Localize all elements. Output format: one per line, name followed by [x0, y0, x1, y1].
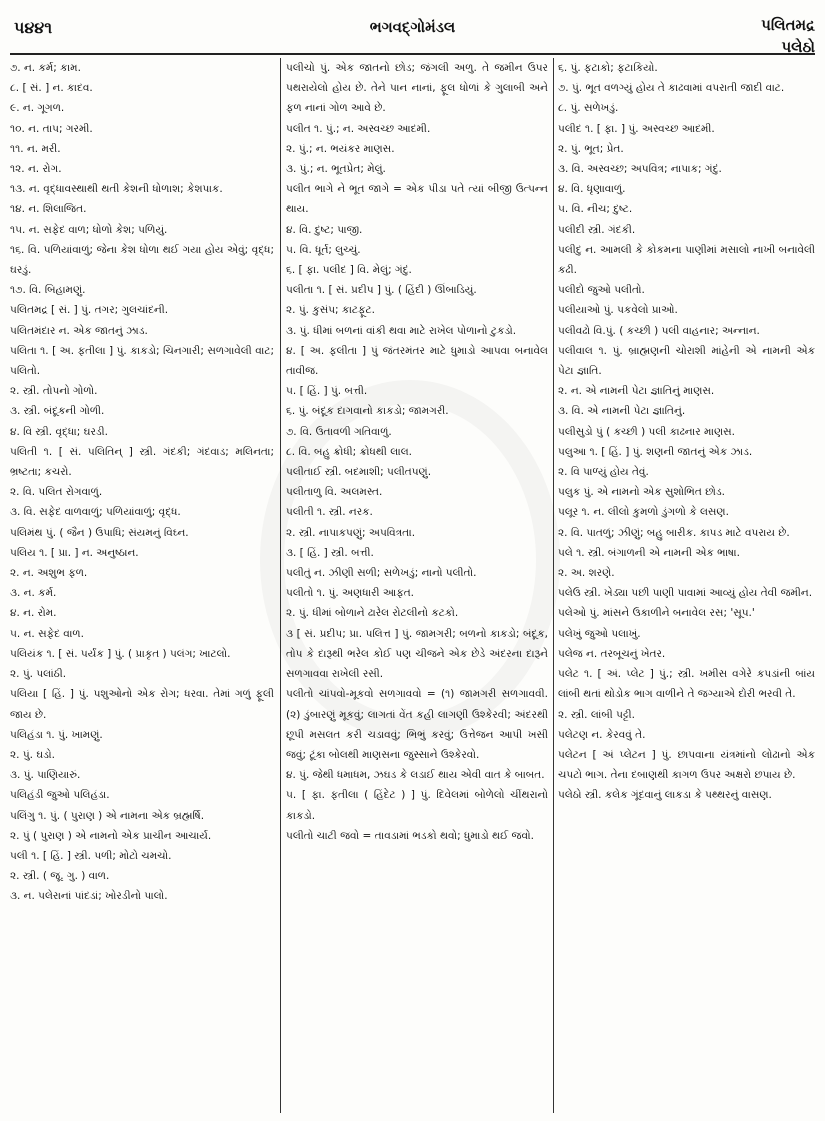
dictionary-entry: ૨. અ. શરણે.	[558, 567, 615, 580]
dictionary-entry: ૩. વિ. એ નામની પેટા જ્ઞાતિનું.	[558, 405, 686, 418]
dictionary-entry: ૩ [ સં. પ્રદીપ; પ્રા. પલિત્ત ] પું. જામગરી; બળનો કાકડો; બંદૂક, તોપ કે દારૂથી ભરેલ કોઈ પણ ચીજને એક છેડે અંદરના દારૂને સળગાવવા રાખેલી રસી.	[286, 627, 548, 681]
dictionary-entry: ૪. પું. જેથી ધમાધમ, ઝઘડ કે લડાઈ થાય એવી વાત કે બાબત.	[286, 769, 545, 782]
dictionary-entry: ૪. ન. રોમ.	[10, 607, 57, 620]
dictionary-entry: ૨. પું. ભૂત; પ્રેત.	[558, 142, 624, 155]
dictionary-entry: ૬. પું. ફટાકો; ફટાકિયો.	[558, 62, 658, 74]
dictionary-entry: ૫. ન. સફેદ વાળ.	[10, 627, 84, 640]
dictionary-entry: પલિહંડા ૧. પું. ખામણું.	[10, 728, 103, 741]
dictionary-entry: પલીતો ચાંપવો-મૂકવો સળગાવવો = (૧) જામગરી સળગાવવી. (૨) ડુંબારણું મૂકવું; લાગતાં વેંત કહી લાગણી ઉશ્કેરવી; અંદરથી છૂપી મસલત કરી ચડાવવું; ભિભું કરવું; ઉત્તેજન આપી ખસી જવું; ટૂંકા બોલથી માણસના જુસ્સાને ઉશ્કેરવો.	[286, 688, 548, 761]
guide-word-first: પલિતમદ્ર	[761, 16, 815, 34]
dictionary-entry: ૨. પું.; ન. ભયંકર માણસ.	[286, 142, 395, 155]
dictionary-entry: પલીસુડો પું ( કચ્છી ) પલી કાઢનાર માણસ.	[558, 425, 735, 438]
dictionary-entry: ૨. સ્ત્રી. નાપાકપણું; અપવિત્રતા.	[286, 526, 416, 539]
dictionary-entry: ૨. સ્ત્રી. ( જૂ. ગુ. ) વાળ.	[10, 870, 110, 883]
dictionary-entry: પલીતો ૧. પું. અણધારી આફત.	[286, 587, 415, 600]
dictionary-entry: ૭. પું. ભૂત વળગ્યું હોય તે કાઢવામાં વપરાતી જાદી વાટ.	[558, 82, 785, 95]
dictionary-entry: ૨. સ્ત્રી. લાંબી પટ્ટી.	[558, 708, 635, 721]
dictionary-entry: પલિતમદ્ર [ સં. ] પું. તગર; ગુલચાંદની.	[10, 304, 169, 317]
dictionary-entry: ૮. પું. સળેખડું.	[558, 102, 619, 115]
dictionary-entry: પલિતા ૧. [ અ. ફતીલા ] પું. કાકડો; ચિનગારી; સળગાવેલી વાટ; પલિતો.	[10, 344, 274, 378]
dictionary-entry: પલિયા [ હિં. ] પું. પશુઓનો એક રોગ; ધરવા. તેમાં ગળું ફૂલી જાય છે.	[10, 688, 274, 721]
dictionary-entry: ૪. વિ. દુષ્ટ; પાજી.	[286, 223, 363, 236]
dictionary-entry: પલેખું જુઓ પલાખું.	[558, 627, 641, 640]
dictionary-entry: ૧૪. ન. શિલાજિત.	[10, 203, 87, 216]
dictionary-entry: ૯. ન. ગૂગળ.	[10, 102, 65, 115]
dictionary-columns	[10, 58, 815, 1113]
dictionary-entry: ૪. [ અ. ફલીતા ] પું જંતરમંતર માટે ધુમાડો આપવા બનાવેલ તાવીજ.	[286, 344, 548, 378]
dictionary-entry: પલેઉ સ્ત્રી. ખેડ્યા પછી પાણી પાવામાં આવ્યું હોય તેવી જમીન.	[558, 587, 813, 600]
dictionary-entry: પલીદુ ન. આમલી કે કોકમના પાણીમાં મસાલો નાખી બનાવેલી કઢી.	[558, 243, 815, 277]
dictionary-entry: પલિયંક ૧. [ સં. પર્યંક ] પું. ( પ્રાકૃત ) પલંગ; ખાટલો.	[10, 647, 231, 660]
dictionary-entry: પલીતા ૧. [ સં. પ્રદીપ ] પું. ( હિંદી ) ઊંબાડિયું.	[286, 284, 477, 297]
dictionary-title: ભગવદ્ગોમંડલ	[369, 18, 456, 36]
dictionary-entry: પલુઆ ૧. [ હિં. ] પું. શણની જાતનું એક ઝાડ.	[558, 445, 753, 458]
dictionary-entry: ૩. પું. પાણિયારું.	[10, 769, 81, 782]
dictionary-entry: ૨. ન. અશુભ ફળ.	[10, 567, 88, 580]
dictionary-entry: ૭. ન. કર્મ; કામ.	[10, 62, 81, 74]
dictionary-entry: પલેજ ન. તરબૂચનું ખેતર.	[558, 647, 666, 660]
header-rule	[10, 53, 815, 55]
dictionary-entry: પલિંગુ ૧. પું. ( પુરાણ ) એ નામના એક બ્રહ્મર્ષિ.	[10, 809, 205, 822]
guide-word-last: પલેઠો	[781, 38, 815, 56]
dictionary-entry: ૩. પું. ધીમાં બળનાં વાંકી થવા માટે રાખેલ પોળાનો ટુકડો.	[286, 324, 517, 337]
dictionary-entry: પલેટણ ન. કેરવવું તે.	[558, 728, 646, 741]
dictionary-entry: ૮. વિ. બહુ ક્રોધી; ક્રોધથી લાલ.	[286, 445, 413, 458]
dictionary-entry: ૫. વિ. નીચ; દુષ્ટ.	[558, 203, 633, 216]
dictionary-entry: ૨. વિ પાળ્યું હોય તેવું.	[558, 466, 649, 479]
dictionary-entry: પલીતો ચાટી જવો = તાવડામાં ભડકો થવો; ધુમાડો થઈ જવો.	[286, 829, 534, 842]
dictionary-entry: ૩. સ્ત્રી. બંદૂકની ગોળી.	[10, 405, 105, 418]
dictionary-entry: પલિમંથ પું. ( જૈન ) ઉપાધિ; સંયમનું વિઘ્ન.	[10, 526, 189, 539]
dictionary-entry: પલેટ ૧. [ અં. પ્લેટ ] પું.; સ્ત્રી. ખમીસ વગેરે કપડાંની બાંય લાંબી થતાં થોડોક ભાગ વાળીને તે જગ્યાએ દોરી ભરવી તે.	[558, 668, 815, 701]
dictionary-entry: ૨. વિ. પાતળું; ઝીણું; બહુ બારીક. કાપડ માટે વપરાય છે.	[558, 526, 790, 539]
dictionary-entry: ૧૧. ન. મરી.	[10, 142, 61, 155]
dictionary-entry: પલીતું ન. ઝીણી સળી; સળેખડું; નાનો પલીતો.	[286, 567, 477, 580]
dictionary-entry: પલીત ૧. પું.; ન. અસ્વચ્છ આદમી.	[286, 122, 431, 135]
dictionary-entry: ૨. પું. ધીમાં બોળાને ઢારેલ રોટલીનો કટકો.	[286, 607, 459, 620]
dictionary-entry: ૩. ન. કર્મ.	[10, 587, 57, 600]
dictionary-entry: પલીવઢો વિ.પું. ( કચ્છી ) પલી વાહનાર; અન્નાન.	[558, 324, 760, 337]
dictionary-entry: પલીચો પું. એક જાતનો છોડ; જંગલી અળુ. તે જમીન ઉપર પથરાયેલો હોય છે. તેને પાન નાનાં, ફૂલ ધોળાં કે ગુલાબી અને ફળ નાનાં ગોળ આવે છે.	[286, 62, 548, 115]
dictionary-entry: ૫. વિ. ધૂર્ત; લુચ્ચું.	[286, 243, 361, 256]
dictionary-entry: પલુક પું. એ નામનો એક સુશોભિત છોડ.	[558, 486, 725, 499]
column-1	[10, 58, 274, 1113]
guide-words	[761, 14, 815, 58]
dictionary-entry: પલે ૧. સ્ત્રી. બંગાળની એ નામની એક ભાષા.	[558, 546, 740, 559]
dictionary-entry: ૩. વિ. અસ્વચ્છ; અપવિત્ર; નાપાક; ગંદું.	[558, 163, 722, 176]
dictionary-entry: પલેઠો સ્ત્રી. કલેક ગૂંદવાનું લાકડા કે પથ્થરનું વાસણ.	[558, 789, 772, 802]
dictionary-entry: ૩. [ હિં. ] સ્ત્રી. બત્તી.	[286, 546, 374, 559]
dictionary-entry: પલિહંડી જુઓ પલિહંડા.	[10, 789, 110, 802]
dictionary-entry: ૩. પું.; ન. ભૂતપ્રેત; મેલું.	[286, 163, 386, 176]
dictionary-entry: ૨. પું. ઘડો.	[10, 748, 55, 761]
dictionary-entry: ૨. પું. પલાંઠી.	[10, 668, 67, 681]
dictionary-entry: પલિય ૧. [ પ્રા. ] ન. અનુષ્ઠાન.	[10, 546, 139, 559]
column-divider	[280, 58, 281, 1113]
page-number: પ૪૪૧	[14, 18, 53, 37]
dictionary-entry: પલિતમંદાર ન. એક જાતનું ઝાડ.	[10, 324, 148, 337]
dictionary-entry: ૨. ન. એ નામની પેટા જ્ઞાતિનું માણસ.	[558, 385, 715, 398]
dictionary-entry: ૨. વિ. પલિત રોગવાળું.	[10, 486, 103, 499]
dictionary-entry: ૧૩. ન. વૃદ્ધાવસ્થાથી થતી કેશની ધોળાશ; કેશપાક.	[10, 183, 223, 196]
dictionary-entry: પલૂર ૧. ન. લીલો કુમળો ડુંગળો કે લસણ.	[558, 506, 729, 519]
dictionary-entry: પલી ૧. [ હિં. ] સ્ત્રી. પળી; મોટો ચમચો.	[10, 849, 172, 862]
dictionary-entry: ૪. વિ. ધૃણાવાળું.	[558, 183, 626, 196]
dictionary-entry: ૧૫. ન. સફેદ વાળ; ધોળો કેશ; પળિયું.	[10, 223, 168, 236]
dictionary-entry: પલિતી ૧. [ સં. પલિતિન્ ] સ્ત્રી. ગંદકી; ગંદવાડ; મલિનતા; ભ્રષ્ટતા; કચરો.	[10, 445, 274, 479]
dictionary-entry: પલેઓ પું. માંસને ઉકાળીને બનાવેલ રસ; 'સૂપ.'	[558, 607, 755, 620]
dictionary-entry: ૪. વિ સ્ત્રી. વૃદ્ધા; ઘરડી.	[10, 425, 109, 438]
dictionary-entry: ૩. ન. પલેરાનાં પાંદડાં; ખોરડીનો પાલો.	[10, 890, 168, 903]
dictionary-entry: ૨. પું. કુસંપ; કાટફૂટ.	[286, 304, 375, 317]
dictionary-entry: ૨. સ્ત્રી. તોપનો ગોળો.	[10, 385, 98, 398]
dictionary-entry: પલીદી સ્ત્રી. ગંદકી.	[558, 223, 636, 236]
dictionary-entry: ૮. [ સં. ] ન. કાદવ.	[10, 82, 93, 95]
dictionary-entry: ૬. પું. બંદૂક દાગવાનો કાકડો; જામગરી.	[286, 405, 449, 418]
dictionary-entry: પલેટન [ અં પ્લેટન ] પું. છાપવાના યંત્રમાંનો લોઢાનો એક ચપટો ભાગ. તેના દબાણથી કાગળ ઉપર અક્ષરો છપાય છે.	[558, 748, 815, 782]
dictionary-entry: પલીત ભાગે ને ભૂત જાગે = એક પીડા પતે ત્યાં બીજી ઉત્પન્ન થાય.	[286, 183, 548, 216]
dictionary-entry: ૧૨. ન. રોગ.	[10, 163, 62, 176]
dictionary-entry: પલીદો જુઓ પલીતો.	[558, 284, 645, 297]
dictionary-entry: પલીતાળુ વિ. અલમસ્ત.	[286, 486, 383, 499]
dictionary-entry: ૧૭. વિ. બિહામણું.	[10, 284, 86, 297]
dictionary-entry: પલીદ ૧. [ ફા. ] પું. અસ્વચ્છ આદમી.	[558, 122, 715, 135]
dictionary-entry: પલીયાઓ પું. પકવેલો પ્રાઓ.	[558, 304, 678, 317]
dictionary-entry: ૫. [ હિં. ] પું. બત્તી.	[286, 385, 368, 398]
dictionary-entry: પલીતાઈ સ્ત્રી. બદમાશી; પલીતપણું.	[286, 466, 432, 479]
column-2	[286, 58, 548, 1113]
dictionary-entry: ૩. વિ. સફેદ વાળવાળું; પળિયાંવાળું; વૃદ્ધ.	[10, 506, 181, 519]
dictionary-entry: ૫. [ ફા. ફતીલા ( હિંદેટ ) ] પું. દિવેલમાં બોળેલો ચીંથરાનો કાકડો.	[286, 789, 548, 822]
dictionary-entry: ૧૬. વિ. પળિયાંવાળું; જેના કેશ ધોળા થઈ ગયા હોય એવું; વૃદ્ધ; ઘરડું.	[10, 243, 274, 277]
dictionary-entry: પલીવાલ ૧. પું. બ્રાહ્મણની ચોરાશી માંહેની એ નામની એક પેટા જ્ઞાતિ.	[558, 344, 815, 378]
dictionary-entry: ૭. વિ. ઉતાવળી ગતિવાળું.	[286, 425, 392, 438]
dictionary-entry: પલીતી ૧. સ્ત્રી. નરક.	[286, 506, 373, 519]
dictionary-entry: ૧૦. ન. તાપ; ગરમી.	[10, 122, 93, 135]
dictionary-entry: ૬. [ ફા. પલીદ ] વિ. મેલું; ગંદું.	[286, 264, 412, 277]
dictionary-entry: ૨. પું ( પુરાણ ) એ નામનો એક પ્રાચીન આચાર્ય.	[10, 829, 212, 842]
column-divider	[553, 58, 554, 1113]
column-3	[558, 58, 815, 1113]
